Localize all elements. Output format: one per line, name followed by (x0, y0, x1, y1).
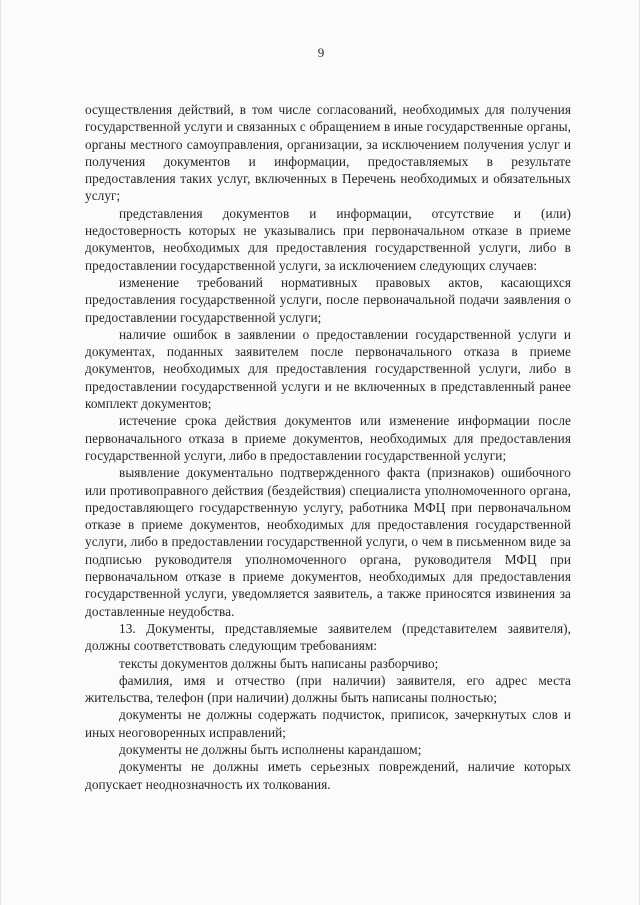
paragraph-full-name: фамилия, имя и отчество (при наличии) заявителя, его адрес места жительства, телефон (при наличии) должны быть написаны полностью; (85, 672, 571, 706)
document-body (85, 101, 571, 793)
paragraph-no-erasures: документы не должны содержать подчисток, приписок, зачеркнутых слов и иных неоговоренных исправлений; (85, 707, 571, 740)
paragraph-erroneous-action: выявление документально подтвержденного факта (признаков) ошибочного или противоправного действия (бездействия) специалиста уполномоченного органа, предоставляющего государственную услугу, работника МФЦ при первоначальном отказе в приеме документов, необходимых для предоставления государственной услуги, либо в предоставлении государственной услуги, о чем в письменном виде за подписью руководителя уполномоченного органа, руководителя МФЦ при первоначальном отказе в приеме документов, необходимых для предоставления государственной услуги, уведомляется заявитель, а также приносятся извинения за доставленные неудобства. (85, 465, 571, 619)
paragraph-no-pencil: документы не должны быть исполнены карандашом; (119, 741, 422, 757)
paragraph-documents-info: представления документов и информации, отсутствие и (или) недостоверность которых не указывались при первоначальном отказе в приеме документов, необходимых для предоставления государственной услуги, либо в предоставлении государственной услуги, за исключением следующих случаев: (85, 205, 571, 273)
paragraph-no-damage: документы не должны иметь серьезных повреждений, наличие которых допускает неоднозначность их толкования. (85, 759, 571, 792)
paragraph-section-13: 13. Документы, представляемые заявителем (представителем заявителя), должны соответствовать следующим требованиям: (85, 620, 571, 654)
paragraph-expiry: истечение срока действия документов или изменение информации после первоначального отказа в приеме документов, необходимых для предоставления государственной услуги, либо в предоставлении государственной услуги; (85, 413, 571, 463)
paragraph-errors-in-application: наличие ошибок в заявлении о предоставлении государственной услуги и документах, поданных заявителем после первоначального отказа в приеме документов, необходимых для предоставления государственной услуги, либо в предоставлении государственной услуги и не включенных в представленный ранее комплект документов; (85, 326, 571, 412)
paragraph-requirements-change: изменение требований нормативных правовых актов, касающихся предоставления государственной услуги, после первоначальной подачи заявления о предоставлении государственной услуги; (85, 274, 571, 325)
paragraph-continuation: осуществления действий, в том числе согласований, необходимых для получения государственной услуги и связанных с обращением в иные государственные органы, органы местного самоуправления, организации, за исключением получения услуг и получения документов и информации, предоставляемых в результате предоставления таких услуг, включенных в Перечень необходимых и обязательных услуг; (85, 102, 571, 204)
page-number: 9 (317, 45, 325, 60)
paragraph-legible: тексты документов должны быть написаны разборчиво; (119, 655, 439, 671)
